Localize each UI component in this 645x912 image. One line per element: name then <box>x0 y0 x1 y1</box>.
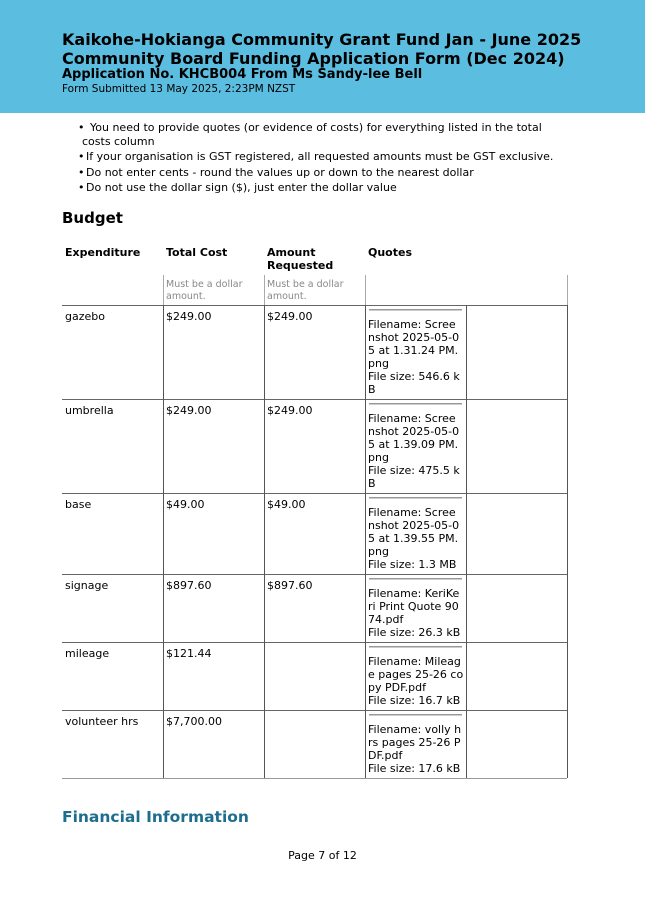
quote-file-line: File size: 16.7 kB <box>368 694 461 707</box>
quote-file-line: File size: 546.6 k <box>368 370 460 383</box>
table-rule <box>62 493 567 494</box>
quote-file-line: png <box>368 451 389 464</box>
helper-text-amount-2: amount. <box>267 291 307 302</box>
expenditure-cell: base <box>65 498 92 511</box>
total-cost-cell: $7,700.00 <box>166 715 222 728</box>
quote-file-line: 74.pdf <box>368 613 404 626</box>
quote-file-line: png <box>368 545 389 558</box>
bullet-icon: • <box>78 165 85 179</box>
quote-file-info <box>368 412 464 490</box>
expenditure-cell: umbrella <box>65 404 114 417</box>
form-header <box>0 0 645 113</box>
form-title-line2: Community Board Funding Application Form (Dec 2024) <box>62 49 565 68</box>
quote-file-line: B <box>368 477 376 490</box>
quote-file-line: Filename: Mileag <box>368 655 461 668</box>
quote-file-info <box>368 587 464 639</box>
column-header-total-cost: Total Cost <box>166 246 228 259</box>
quote-file-line: Filename: Scree <box>368 318 456 331</box>
amount-requested-cell: $249.00 <box>267 310 313 323</box>
instruction-item: • If your organisation is GST registered, all requested amounts must be GST exclusive. <box>78 150 554 163</box>
quote-file-line: Filename: Scree <box>368 412 456 425</box>
expenditure-cell: gazebo <box>65 310 105 323</box>
table-rule <box>62 642 567 643</box>
helper-row-divider <box>163 275 164 305</box>
quote-file-line: e pages 25-26 co <box>368 668 464 681</box>
quote-attachment-divider <box>369 497 462 499</box>
form-title-line1: Kaikohe-Hokianga Community Grant Fund Jan - June 2025 <box>62 30 582 49</box>
quote-file-line: Filename: volly h <box>368 723 462 736</box>
table-rule <box>62 574 567 575</box>
quote-file-line: nshot 2025-05-0 <box>368 425 460 438</box>
quote-file-info <box>368 723 464 775</box>
quote-attachment-divider <box>369 403 462 405</box>
quote-file-line: py PDF.pdf <box>368 681 426 694</box>
bullet-icon: • <box>78 121 85 134</box>
financial-info-title: Financial Information <box>62 808 249 826</box>
column-divider <box>466 305 467 778</box>
bullet-icon: • <box>78 181 85 194</box>
helper-row-divider <box>567 275 568 305</box>
helper-text-amount: Must be a dollar <box>267 279 344 290</box>
total-cost-cell: $897.60 <box>166 579 212 592</box>
budget-title: Budget <box>62 209 123 227</box>
quote-file-line: 5 at 1.39.55 PM. <box>368 532 459 545</box>
quote-file-info <box>368 655 464 707</box>
total-cost-cell: $121.44 <box>166 647 212 660</box>
quote-file-line: Filename: Scree <box>368 506 456 519</box>
column-divider <box>163 305 164 778</box>
column-divider <box>264 305 265 778</box>
table-rule <box>62 710 567 711</box>
quote-file-line: File size: 26.3 kB <box>368 626 461 639</box>
instructions-list <box>78 121 578 197</box>
quote-file-line: nshot 2025-05-0 <box>368 519 460 532</box>
quote-file-line: 5 at 1.39.09 PM. <box>368 438 459 451</box>
quote-file-line: png <box>368 357 389 370</box>
column-header-amount-requested-2: Requested <box>267 259 334 272</box>
amount-requested-cell: $897.60 <box>267 579 313 592</box>
helper-row-divider <box>264 275 265 305</box>
quote-file-info <box>368 318 464 396</box>
quote-file-line: File size: 475.5 k <box>368 464 460 477</box>
column-header-amount-requested: Amount <box>267 246 316 259</box>
column-header-quotes: Quotes <box>368 246 413 259</box>
helper-text-total-cost-2: amount. <box>166 291 206 302</box>
quote-attachment-divider <box>369 714 462 716</box>
expenditure-cell: mileage <box>65 647 110 660</box>
expenditure-cell: signage <box>65 579 109 592</box>
helper-row-divider <box>365 275 366 305</box>
instruction-item: • Do not enter cents - round the values up or down to the nearest dollar <box>78 165 474 179</box>
submitted-date: Form Submitted 13 May 2025, 2:23PM NZST <box>62 83 296 95</box>
table-rule <box>62 399 567 400</box>
quote-file-info <box>368 506 464 571</box>
quote-attachment-divider <box>369 578 462 580</box>
helper-text-total-cost: Must be a dollar <box>166 279 243 290</box>
amount-requested-cell: $249.00 <box>267 404 313 417</box>
quote-attachment-divider <box>369 309 462 311</box>
quote-file-line: rs pages 25-26 P <box>368 736 461 749</box>
amount-requested-cell: $49.00 <box>267 498 306 511</box>
quote-file-line: ri Print Quote 90 <box>368 600 459 613</box>
quote-file-line: File size: 17.6 kB <box>368 762 461 775</box>
column-divider <box>567 305 568 778</box>
total-cost-cell: $249.00 <box>166 404 212 417</box>
instruction-item: • Do not use the dollar sign ($), just enter the dollar value <box>78 181 397 194</box>
total-cost-cell: $49.00 <box>166 498 205 511</box>
quote-file-line: B <box>368 383 376 396</box>
column-header-expenditure: Expenditure <box>65 246 141 259</box>
application-number: Application No. KHCB004 From Ms Sandy-lee Bell <box>62 67 423 82</box>
column-divider <box>365 305 366 778</box>
total-cost-cell: $249.00 <box>166 310 212 323</box>
table-rule <box>62 778 567 779</box>
quote-file-line: DF.pdf <box>368 749 403 762</box>
quote-file-line: File size: 1.3 MB <box>368 558 457 571</box>
quote-file-line: 5 at 1.31.24 PM. <box>368 344 459 357</box>
quote-file-line: nshot 2025-05-0 <box>368 331 460 344</box>
quote-file-line: Filename: KeriKe <box>368 587 460 600</box>
instruction-item: • You need to provide quotes (or evidence of costs) for everything listed in the total costs column <box>78 121 542 148</box>
bullet-icon: • <box>78 150 85 163</box>
page-number: Page 7 of 12 <box>288 849 357 862</box>
expenditure-cell: volunteer hrs <box>65 715 139 728</box>
quote-attachment-divider <box>369 646 462 648</box>
table-rule <box>62 305 567 306</box>
